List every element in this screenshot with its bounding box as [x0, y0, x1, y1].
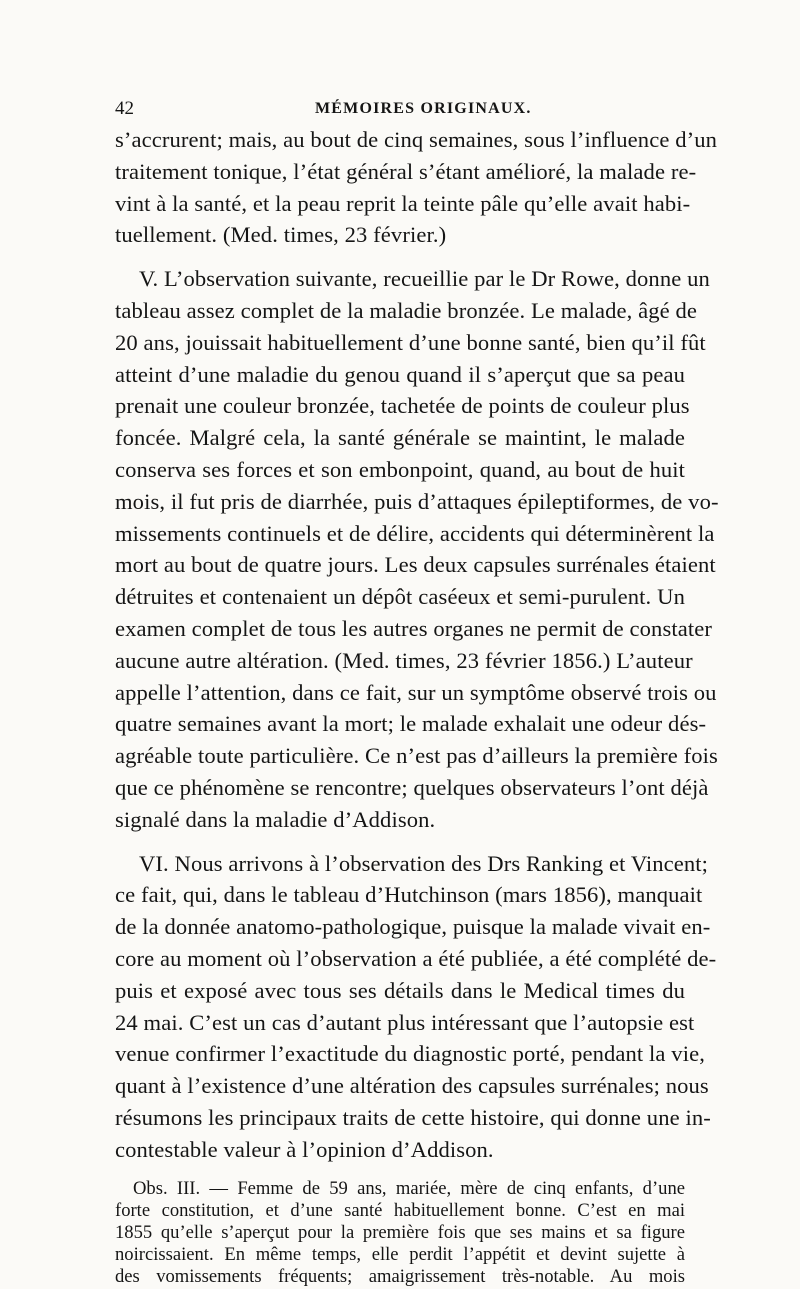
text-line: vint à la santé, et la peau reprit la teinte pâle qu’elle avait habi-	[115, 190, 691, 216]
text-line: s’accrurent; mais, au bout de cinq semaines, sous l’influence d’un	[115, 127, 718, 152]
text-line: quant à l’existence d’une altération des capsules surrénales; nous	[115, 1073, 709, 1099]
page	[115, 98, 719, 1289]
paragraph-3	[115, 848, 717, 1166]
observation-line: Obs. III. — Femme de 59 ans, mariée, mère de cinq enfants, d’une	[133, 1177, 685, 1199]
observation-block	[115, 1178, 685, 1289]
paragraph-gap	[115, 251, 685, 263]
text-line: que ce phénomène se rencontre; quelques observateurs l’ont déjà	[115, 774, 709, 800]
text-line: ce fait, qui, dans le tableau d’Hutchinson (mars 1856), manquait	[115, 882, 703, 908]
text-line: agréable toute particulière. Ce n’est pas d’ailleurs la première fois	[115, 743, 718, 769]
paragraph-2	[115, 263, 719, 835]
text-line: de la donnée anatomo-pathologique, puisque la malade vivait en-	[115, 914, 711, 940]
text-line: 24 mai. C’est un cas d’autant plus intéressant que l’autopsie est	[115, 1009, 695, 1035]
text-line: mort au bout de quatre jours. Les deux capsules surrénales étaient	[115, 552, 716, 578]
paragraph-gap	[115, 1166, 685, 1178]
text-line: tuellement. (Med. times, 23 février.)	[115, 222, 447, 248]
text-line: tableau assez complet de la maladie bronzée. Le malade, âgé de	[115, 297, 698, 323]
text-line: résumons les principaux traits de cette histoire, qui donne une in-	[115, 1104, 711, 1130]
text-line: foncée. Malgré cela, la santé générale se maintint, le malade	[115, 425, 685, 451]
text-line: venue confirmer l’exactitude du diagnostic porté, pendant la vie,	[115, 1041, 705, 1067]
observation-line: noircissaient. En même temps, elle perdit l’appétit et devint sujette à	[115, 1244, 685, 1266]
text-line: aucune autre altération. (Med. times, 23 février 1856.) L’auteur	[115, 647, 693, 673]
text-line: missements continuels et de délire, accidents qui déterminèrent la	[115, 520, 715, 546]
text-line: signalé dans la maladie d’Addison.	[115, 806, 436, 832]
paragraph-gap	[115, 836, 685, 848]
text-line: VI. Nous arrivons à l’observation des Drs Ranking et Vincent;	[139, 850, 709, 876]
text-line: mois, il fut pris de diarrhée, puis d’attaques épileptiformes, de vo-	[115, 488, 719, 514]
text-line: détruites et contenaient un dépôt caséeux et semi-purulent. Un	[115, 584, 685, 610]
page-header	[115, 98, 685, 124]
text-line: 20 ans, jouissait habituellement d’une bonne santé, bien qu’il fût	[115, 329, 706, 355]
observation-line: des vomissements fréquents; amaigrissement très-notable. Au mois	[115, 1266, 685, 1288]
page-number: 42	[115, 98, 134, 119]
text-line: prenait une couleur bronzée, tachetée de points de couleur plus	[115, 393, 690, 419]
text-line: contestable valeur à l’opinion d’Addison.	[115, 1136, 494, 1162]
text-line: puis et exposé avec tous ses détails dans le Medical times du	[115, 977, 685, 1003]
observation-line: forte constitution, et d’une santé habituellement bonne. C’est en mai	[115, 1199, 685, 1221]
text-line: atteint d’une maladie du genou quand il s’aperçut que sa peau	[115, 361, 685, 387]
observation-line: 1855 qu’elle s’aperçut pour la première fois que ses mains et sa figure	[115, 1221, 685, 1243]
text-line: quatre semaines avant la mort; le malade exhalait une odeur dés-	[115, 711, 707, 737]
text-line: traitement tonique, l’état général s’étant amélioré, la malade re-	[115, 158, 697, 184]
text-line: conserva ses forces et son embonpoint, quand, au bout de huit	[115, 456, 685, 482]
paragraph-1	[115, 124, 718, 251]
text-line: core au moment où l’observation a été publiée, a été complété de-	[115, 945, 717, 971]
text-line: V. L’observation suivante, recueillie par le Dr Rowe, donne un	[139, 266, 710, 292]
running-head: MÉMOIRES ORIGINAUX.	[315, 100, 532, 117]
text-line: examen complet de tous les autres organes ne permit de constater	[115, 615, 712, 641]
text-line: appelle l’attention, dans ce fait, sur un symptôme observé trois ou	[115, 679, 717, 705]
